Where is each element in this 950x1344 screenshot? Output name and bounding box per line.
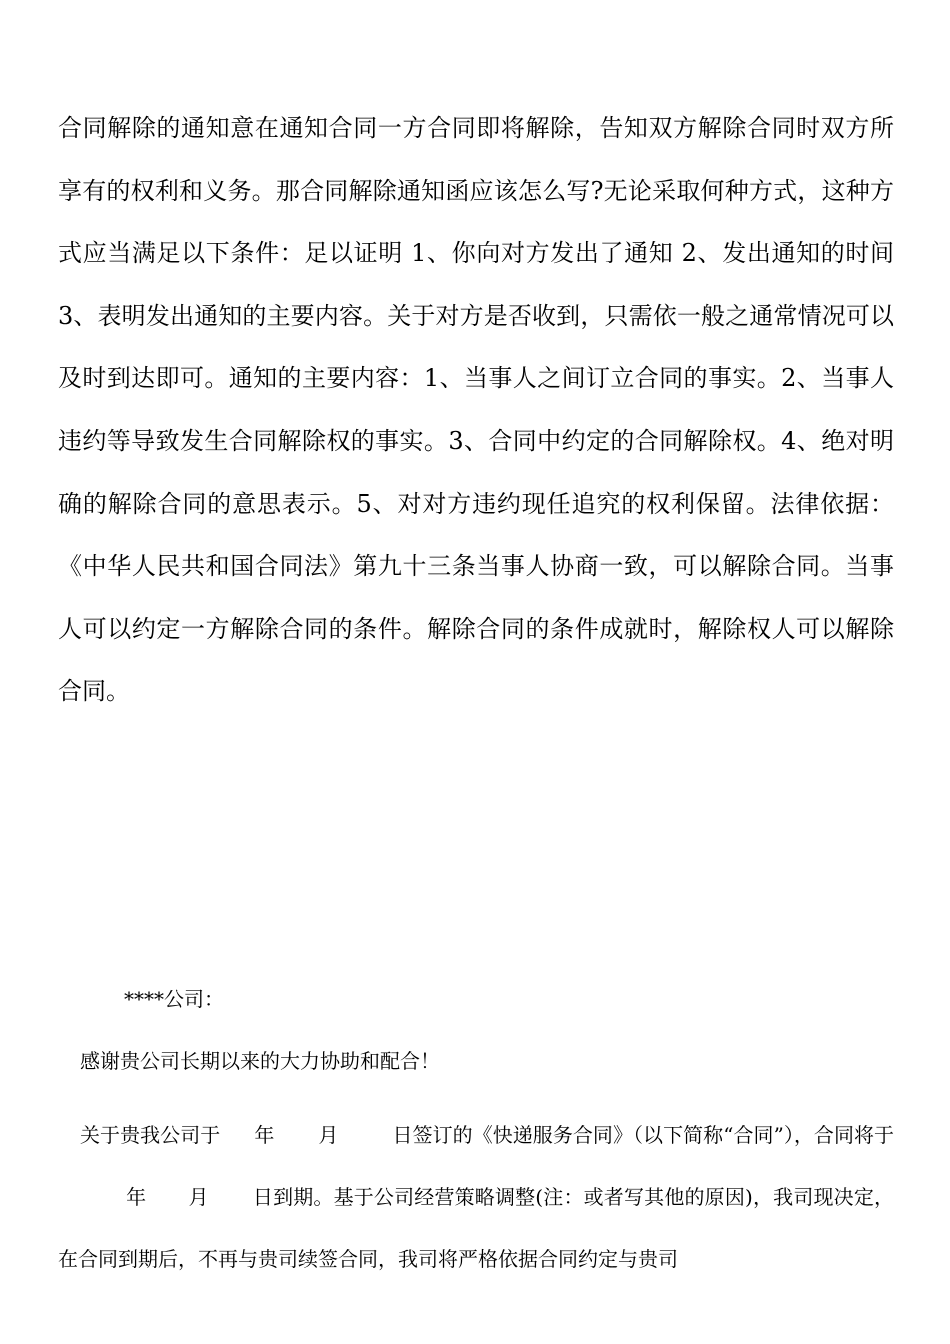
month-label: 月 (188, 1185, 209, 1209)
intro-paragraph: 合同解除的通知意在通知合同一方合同即将解除，告知双方解除合同时双方所享有的权利和义务。那合同解除通知函应该怎么写?无论采取何种方式，这种方式应当满足以下条件：足以证明 1、你向对方发出了通知 2、发出通知的时间 3、表明发出通知的主要内容。关于对方是否收到，只需依一般之通常情况可以及时到达即可。通知的主要内容：1、当事人之间订立合同的事实。2、当事人违约等导致发生合同解除权的事实。3、合同中约定的合同解除权。4、绝对明确的解除合同的意思表示。5、对对方违约现任追究的权利保留。法律依据：《中华人民共和国合同法》第九十三条当事人协商一致，可以解除合同。当事人可以约定一方解除合同的条件。解除合同的条件成就时，解除权人可以解除合同。 (58, 114, 894, 706)
letter-thanks-line: 感谢贵公司长期以来的大力协助和配合！ (80, 1049, 440, 1073)
letter-body-text: 日签订的《快递服务合同》（以下简称“合同”），合同将于 (392, 1123, 895, 1147)
letter-body-paragraph (58, 1104, 894, 1290)
letter-salutation: ****公司： (124, 987, 224, 1011)
letter-body-text: 日到期。基于公司经营策略调整(注：或者写其他的原因)，我司现决定，在合同到期后，不再与贵司续签合同，我司将严格依据合同约定与贵司 (58, 1185, 895, 1271)
letter-body-text: 关于贵我公司于 (80, 1123, 221, 1147)
month-label: 月 (318, 1123, 339, 1147)
year-label: 年 (126, 1185, 147, 1209)
year-label: 年 (254, 1123, 275, 1147)
